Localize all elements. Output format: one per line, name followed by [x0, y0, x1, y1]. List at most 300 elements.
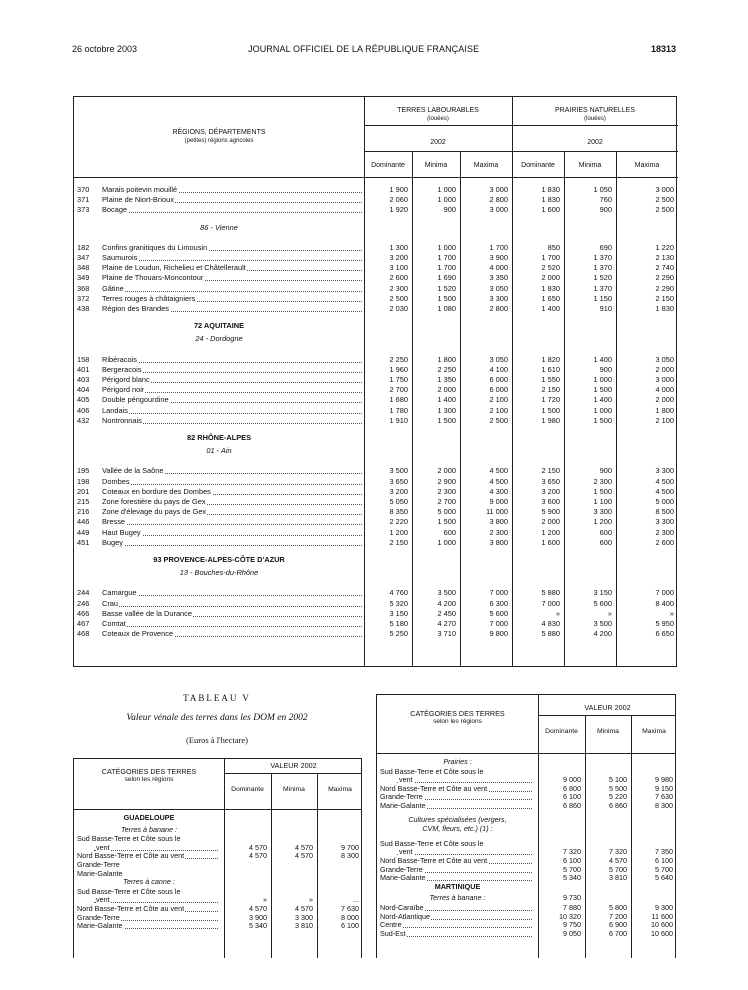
region-name: [102, 517, 362, 526]
table-row: [74, 185, 678, 194]
category-header-line1: CATÉGORIES DES TERRES: [410, 709, 505, 718]
cell-value: 5 220: [609, 792, 627, 802]
cell-value: 4 760: [389, 588, 408, 598]
column-header-maxima: Maxima: [642, 728, 666, 735]
cell-value: 850: [547, 242, 560, 252]
cell-value: 3 500: [593, 619, 612, 628]
category-header-line2: selon les régions: [124, 776, 174, 783]
cell-value: 3 000: [655, 375, 674, 384]
cell-value: 7 880: [563, 903, 581, 912]
cell-value: 9 800: [489, 629, 508, 639]
column-divider: [412, 151, 413, 666]
cell-value: 1 080: [437, 304, 456, 313]
cell-value: 4 570: [295, 842, 313, 852]
region-code: 182: [77, 242, 90, 252]
category-name: Sud Basse-Terre et Côte sous le: [77, 834, 181, 844]
header-rule: [364, 151, 678, 152]
table-row: [74, 416, 678, 425]
column-divider: [271, 773, 272, 958]
category-name: Grande-Terre: [380, 792, 423, 802]
cell-value: 5 050: [389, 497, 408, 506]
region-name-text: Confins granitiques du Limousin: [102, 242, 208, 252]
cell-value: 1 520: [437, 283, 456, 293]
cell-value: 1 700: [437, 253, 456, 262]
group2-sublabel: (louées): [584, 116, 606, 122]
cell-value: 2 100: [489, 405, 508, 415]
cell-value: 2 000: [655, 364, 674, 374]
prairies-naturelles-header: [512, 107, 678, 123]
cell-value: 1 100: [593, 497, 612, 506]
cell-value: 1 960: [389, 364, 408, 374]
table-row: [74, 538, 678, 547]
cell-value: 3 050: [655, 354, 674, 364]
cell-value: 1 000: [437, 242, 456, 252]
region-code: 216: [77, 507, 90, 517]
cell-value: 5 800: [609, 903, 627, 912]
category-subheading: Terres à banane :: [120, 824, 178, 834]
cell-value: 2 300: [593, 476, 612, 486]
region-code: 349: [77, 273, 90, 283]
cell-value: 5 700: [655, 864, 673, 874]
cell-value: 1 200: [593, 517, 612, 527]
region-name: [102, 487, 362, 496]
cell-value: 1 800: [437, 354, 456, 364]
category-name: vent: [96, 842, 110, 852]
category-name: Nord-Caraïbe: [380, 903, 424, 912]
cell-value: 9 150: [655, 783, 673, 793]
cell-value: 1 370: [593, 253, 612, 262]
cell-value: 5 180: [389, 619, 408, 628]
cell-value: 5 320: [389, 598, 408, 608]
cell-value: »: [555, 608, 560, 618]
column-divider: [564, 151, 565, 666]
cell-value: 2 100: [489, 395, 508, 405]
cell-value: 2 100: [655, 415, 674, 425]
cell-value: 1 830: [541, 185, 560, 194]
cell-value: 4 570: [609, 856, 627, 865]
region-code: 370: [77, 185, 90, 194]
region-column-header: [74, 129, 364, 145]
cell-value: 5 600: [593, 598, 612, 608]
region-name: [102, 355, 362, 364]
cell-value: 1 830: [541, 195, 560, 205]
cell-value: 3 000: [655, 185, 674, 194]
cell-value: 11 000: [485, 507, 508, 517]
column-divider: [585, 715, 586, 958]
category-name: Nord-Atlantique: [380, 911, 430, 921]
region-name-text: Saumurois: [102, 253, 138, 262]
category-name: Marie-Galante: [380, 801, 426, 810]
column-header-maxima: Maxima: [634, 162, 660, 169]
cell-value: 3 300: [655, 466, 674, 476]
cell-value: 5 000: [437, 507, 456, 517]
cell-value: 2 250: [389, 354, 408, 364]
header-rule: [224, 773, 361, 774]
category-name: Sud-Est: [380, 928, 406, 938]
table-row: [74, 284, 678, 293]
cell-value: 6 100: [563, 792, 581, 802]
column-header-dominante: Dominante: [231, 786, 264, 793]
cell-value: 3 810: [295, 921, 313, 931]
region-code: 371: [77, 195, 90, 205]
main-table: [73, 96, 677, 667]
cell-value: 2 500: [655, 205, 674, 215]
cell-value: 1 910: [389, 415, 408, 425]
cell-value: »: [309, 895, 313, 905]
category-subheading: Terres à canne :: [123, 877, 175, 887]
region-name: [102, 294, 362, 303]
cell-value: 1 000: [437, 537, 456, 547]
cell-value: 600: [443, 527, 456, 537]
cell-value: 2 000: [655, 395, 674, 405]
cell-value: 1 650: [541, 293, 560, 303]
region-code: 468: [77, 629, 90, 639]
cell-value: 4 570: [295, 904, 313, 913]
header-rule: [364, 125, 678, 126]
cell-value: 2 800: [489, 195, 508, 205]
cell-value: 5 100: [609, 775, 627, 785]
category-name: Sud Basse-Terre et Côte sous le: [77, 886, 181, 896]
region-code: 403: [77, 375, 90, 384]
year-label-1: 2002: [430, 139, 446, 146]
cell-value: 3 300: [295, 912, 313, 922]
cell-value: 10 320: [559, 911, 581, 921]
region-name-text: Zone forestière du pays de Gex: [102, 497, 206, 506]
region-name-text: Vallée de la Saône: [102, 466, 164, 476]
cell-value: 5 500: [609, 783, 627, 793]
region-name: [102, 253, 362, 262]
table-row: [74, 466, 678, 475]
leader-dots: [94, 895, 218, 903]
cell-value: 1 600: [541, 537, 560, 547]
region-name-text: Région des Brandes: [102, 304, 169, 313]
table-row: [74, 263, 678, 272]
region-code: 372: [77, 293, 90, 303]
cell-value: 1 900: [389, 185, 408, 194]
cell-value: 5 340: [249, 921, 267, 931]
cell-value: 5 880: [541, 629, 560, 639]
region-name: [102, 284, 362, 293]
header-bottom-rule: [377, 753, 675, 754]
table-row: [74, 487, 678, 496]
cell-value: 4 500: [489, 466, 508, 476]
cell-value: 1 220: [655, 242, 674, 252]
cell-value: 2 900: [437, 476, 456, 486]
column-divider: [512, 97, 513, 666]
cell-value: 3 650: [541, 476, 560, 486]
cell-value: 1 500: [593, 415, 612, 425]
region-name: [102, 304, 362, 313]
region-code: 405: [77, 395, 90, 405]
column-header-minima: Minima: [283, 786, 305, 793]
cell-value: 1 500: [593, 486, 612, 496]
cell-value: 4 200: [593, 629, 612, 639]
region-name-text: Bugey: [102, 537, 123, 547]
cell-value: 2 700: [389, 385, 408, 395]
category-subheading: Cultures spécialisées (vergers,: [408, 814, 507, 824]
cell-value: 3 150: [593, 588, 612, 598]
region-code: 201: [77, 486, 90, 496]
region-name-text: Basse vallée de la Durance: [102, 608, 192, 618]
dom-table-left: [73, 758, 362, 958]
cell-value: 6 800: [563, 783, 581, 793]
table-row: [74, 195, 678, 204]
table-row: [74, 406, 678, 415]
category-name: Marie-Galante: [77, 921, 123, 931]
region-name: [102, 609, 362, 618]
group2-label: PRAIRIES NATURELLES: [554, 107, 635, 114]
region-name-text: Bocage: [102, 205, 128, 215]
region-name-text: Périgord noir: [102, 385, 145, 395]
cell-value: 6 700: [609, 928, 627, 938]
cell-value: 1 000: [437, 195, 456, 205]
cell-value: 1 600: [541, 205, 560, 215]
table-row: [74, 253, 678, 262]
cell-value: 7 350: [655, 847, 673, 857]
cell-value: 2 290: [655, 273, 674, 283]
category-name: vent: [399, 847, 413, 857]
cell-value: 4 570: [249, 904, 267, 913]
cell-value: 2 600: [389, 273, 408, 283]
cell-value: 3 650: [389, 476, 408, 486]
region-name: [102, 477, 362, 486]
cell-value: 3 150: [389, 608, 408, 618]
cell-value: 3 300: [593, 507, 612, 517]
region-name: [102, 273, 362, 282]
cell-value: 4 000: [655, 385, 674, 395]
region-code: 446: [77, 517, 90, 527]
group1-label: TERRES LABOURABLES: [397, 107, 479, 114]
cell-value: 2 250: [437, 364, 456, 374]
cell-value: 6 300: [489, 598, 508, 608]
cell-value: 2 000: [541, 273, 560, 283]
cell-value: 1 150: [593, 293, 612, 303]
cell-value: 1 610: [541, 364, 560, 374]
cell-value: 2 290: [655, 283, 674, 293]
column-header-maxima: Maxima: [328, 786, 352, 793]
region-heading: 72 AQUITAINE: [193, 321, 245, 331]
cell-value: 900: [599, 205, 612, 215]
cell-value: 8 000: [341, 912, 359, 922]
table-row: [74, 375, 678, 384]
region-name: [102, 243, 362, 252]
cell-value: 2 300: [655, 527, 674, 537]
cell-value: 3 800: [489, 517, 508, 527]
cell-value: 2 060: [389, 195, 408, 205]
cell-value: 1 550: [541, 375, 560, 384]
region-code: 195: [77, 466, 90, 476]
category-name: Sud Basse-Terre et Côte sous le: [380, 838, 484, 848]
cell-value: 10 600: [651, 928, 673, 938]
cell-value: 4 270: [437, 619, 456, 628]
category-name: vent: [399, 775, 413, 785]
header-date: 26 octobre 2003: [72, 44, 138, 54]
cell-value: 2 150: [541, 466, 560, 476]
table-row: [74, 507, 678, 516]
table-row: [74, 588, 678, 597]
region-name: [102, 588, 362, 597]
table-row: [74, 304, 678, 313]
cell-value: 1 500: [437, 415, 456, 425]
cell-value: 3 500: [389, 466, 408, 476]
cell-value: 1 050: [593, 185, 612, 194]
column-divider: [317, 773, 318, 958]
cell-value: »: [669, 608, 674, 618]
cell-value: 3 710: [437, 629, 456, 639]
region-name-text: Marais poitevin mouillé: [102, 185, 178, 194]
department-heading: 24 - Dordogne: [195, 334, 243, 344]
leader-dots: [94, 843, 218, 851]
category-name: Nord Basse-Terre et Côte au vent: [380, 856, 488, 865]
department-heading: 13 - Bouches-du-Rhône: [179, 568, 259, 578]
region-name: [102, 538, 362, 547]
region-name-text: Double périgourdine: [102, 395, 169, 405]
cell-value: 3 900: [489, 253, 508, 262]
column-header-maxima: Maxima: [473, 162, 499, 169]
cell-value: 2 500: [489, 415, 508, 425]
header-page-number: 18313: [650, 44, 676, 54]
cell-value: 9 000: [489, 497, 508, 506]
category-name: Grande-Terre: [77, 912, 120, 922]
region-code: 451: [77, 537, 90, 547]
cell-value: 5 000: [655, 497, 674, 506]
cell-value: 4 100: [489, 364, 508, 374]
cell-value: 1 000: [593, 375, 612, 384]
cell-value: 2 740: [655, 263, 674, 273]
column-header-dominante: Dominante: [521, 162, 555, 169]
cell-value: 3 200: [389, 253, 408, 262]
cell-value: 4 570: [249, 851, 267, 861]
cell-value: 2 000: [541, 517, 560, 527]
cell-value: 1 820: [541, 354, 560, 364]
category-name: Sud Basse-Terre et Côte sous le: [380, 766, 484, 776]
cell-value: 6 000: [489, 375, 508, 384]
cell-value: 2 220: [389, 517, 408, 527]
region-name: [102, 416, 362, 425]
cell-value: 1 700: [437, 263, 456, 273]
header-bottom-rule: [74, 809, 361, 810]
cell-value: 1 500: [593, 385, 612, 395]
table-row: [74, 497, 678, 506]
table-row: [74, 395, 678, 404]
table-row: [74, 599, 678, 608]
table-row: [74, 477, 678, 486]
leader-dots: [397, 847, 532, 855]
tableau-subtitle: Valeur vénale des terres dans les DOM en 2002: [126, 713, 308, 723]
cell-value: 3 100: [389, 263, 408, 273]
cell-value: 2 030: [389, 304, 408, 313]
cell-value: 2 800: [489, 304, 508, 313]
category-name: Marie-Galante: [380, 873, 426, 883]
column-divider: [460, 151, 461, 666]
cell-value: 2 000: [437, 466, 456, 476]
cell-value: 8 300: [655, 801, 673, 810]
region-name: [102, 395, 362, 404]
column-divider: [364, 97, 365, 666]
category-name: Grande-Terre: [380, 864, 423, 874]
region-name-text: Camargue: [102, 588, 137, 598]
region-code: 432: [77, 415, 90, 425]
cell-value: 1 500: [437, 293, 456, 303]
category-header-line1: CATÉGORIES DES TERRES: [101, 767, 197, 776]
table-row: [74, 294, 678, 303]
region-name-text: Coteaux de Provence: [102, 629, 174, 639]
region-code: 244: [77, 588, 90, 598]
cell-value: ...: [353, 895, 359, 905]
cell-value: 9 980: [655, 775, 673, 785]
region-name-text: Bresse: [102, 517, 126, 527]
region-name-text: Terres rouges à châtaigniers: [102, 293, 196, 303]
cell-value: 6 100: [655, 856, 673, 865]
cell-value: 1 400: [541, 304, 560, 313]
cell-value: 8 300: [341, 851, 359, 861]
cell-value: 3 000: [489, 205, 508, 215]
cell-value: 4 500: [655, 476, 674, 486]
region-name-text: Gâtine: [102, 283, 124, 293]
cell-value: 900: [443, 205, 456, 215]
table-row: [74, 619, 678, 628]
cell-value: 3 200: [389, 486, 408, 496]
cell-value: 7 630: [341, 904, 359, 913]
territory-heading: MARTINIQUE: [434, 881, 481, 891]
cell-value: 1 720: [541, 395, 560, 405]
cell-value: 2 300: [389, 283, 408, 293]
cell-value: 5 700: [563, 864, 581, 874]
cell-value: 6 100: [563, 856, 581, 865]
region-code: 198: [77, 476, 90, 486]
category-name: Nord Basse-Terre et Côte au vent: [77, 904, 185, 913]
cell-value: 7 320: [609, 847, 627, 857]
region-name-text: Comtat: [102, 619, 126, 628]
cell-value: 690: [599, 242, 612, 252]
region-name: [102, 263, 362, 272]
valeur-header: VALEUR 2002: [270, 761, 317, 770]
cell-value: 1 780: [389, 405, 408, 415]
region-code: 347: [77, 253, 90, 262]
cell-value: »: [263, 895, 267, 905]
cell-value: 8 400: [655, 598, 674, 608]
cell-value: 2 500: [655, 195, 674, 205]
cell-value: 1 920: [389, 205, 408, 215]
region-name: [102, 406, 362, 415]
cell-value: 1 700: [489, 242, 508, 252]
region-header-line2: (petites) régions agricoles: [184, 138, 254, 144]
category-header-line2: selon les régions: [433, 718, 482, 725]
cell-value: 2 700: [437, 497, 456, 506]
region-name-text: Bergeracois: [102, 364, 142, 374]
table-row: [74, 629, 678, 638]
cell-value: 2 300: [489, 527, 508, 537]
cell-value: 7 000: [655, 588, 674, 598]
cell-value: 2 500: [389, 293, 408, 303]
cell-value: 2 150: [389, 537, 408, 547]
cell-value: 600: [599, 537, 612, 547]
cell-value: 1 980: [541, 415, 560, 425]
category-subheading: CVM, fleurs, etc.) (1) :: [422, 824, 493, 834]
cell-value: 1 750: [389, 375, 408, 384]
cell-value: 1 680: [389, 395, 408, 405]
cell-value: 7 320: [563, 847, 581, 857]
cell-value: 3 300: [489, 293, 508, 303]
region-code: 467: [77, 619, 90, 628]
region-name: [102, 185, 362, 194]
column-header-minima: Minima: [424, 162, 448, 169]
column-header-minima: Minima: [597, 728, 619, 735]
cell-value: 4 000: [489, 263, 508, 273]
region-code: 438: [77, 304, 90, 313]
category-name: vent: [96, 895, 110, 905]
column-divider: [631, 715, 632, 958]
